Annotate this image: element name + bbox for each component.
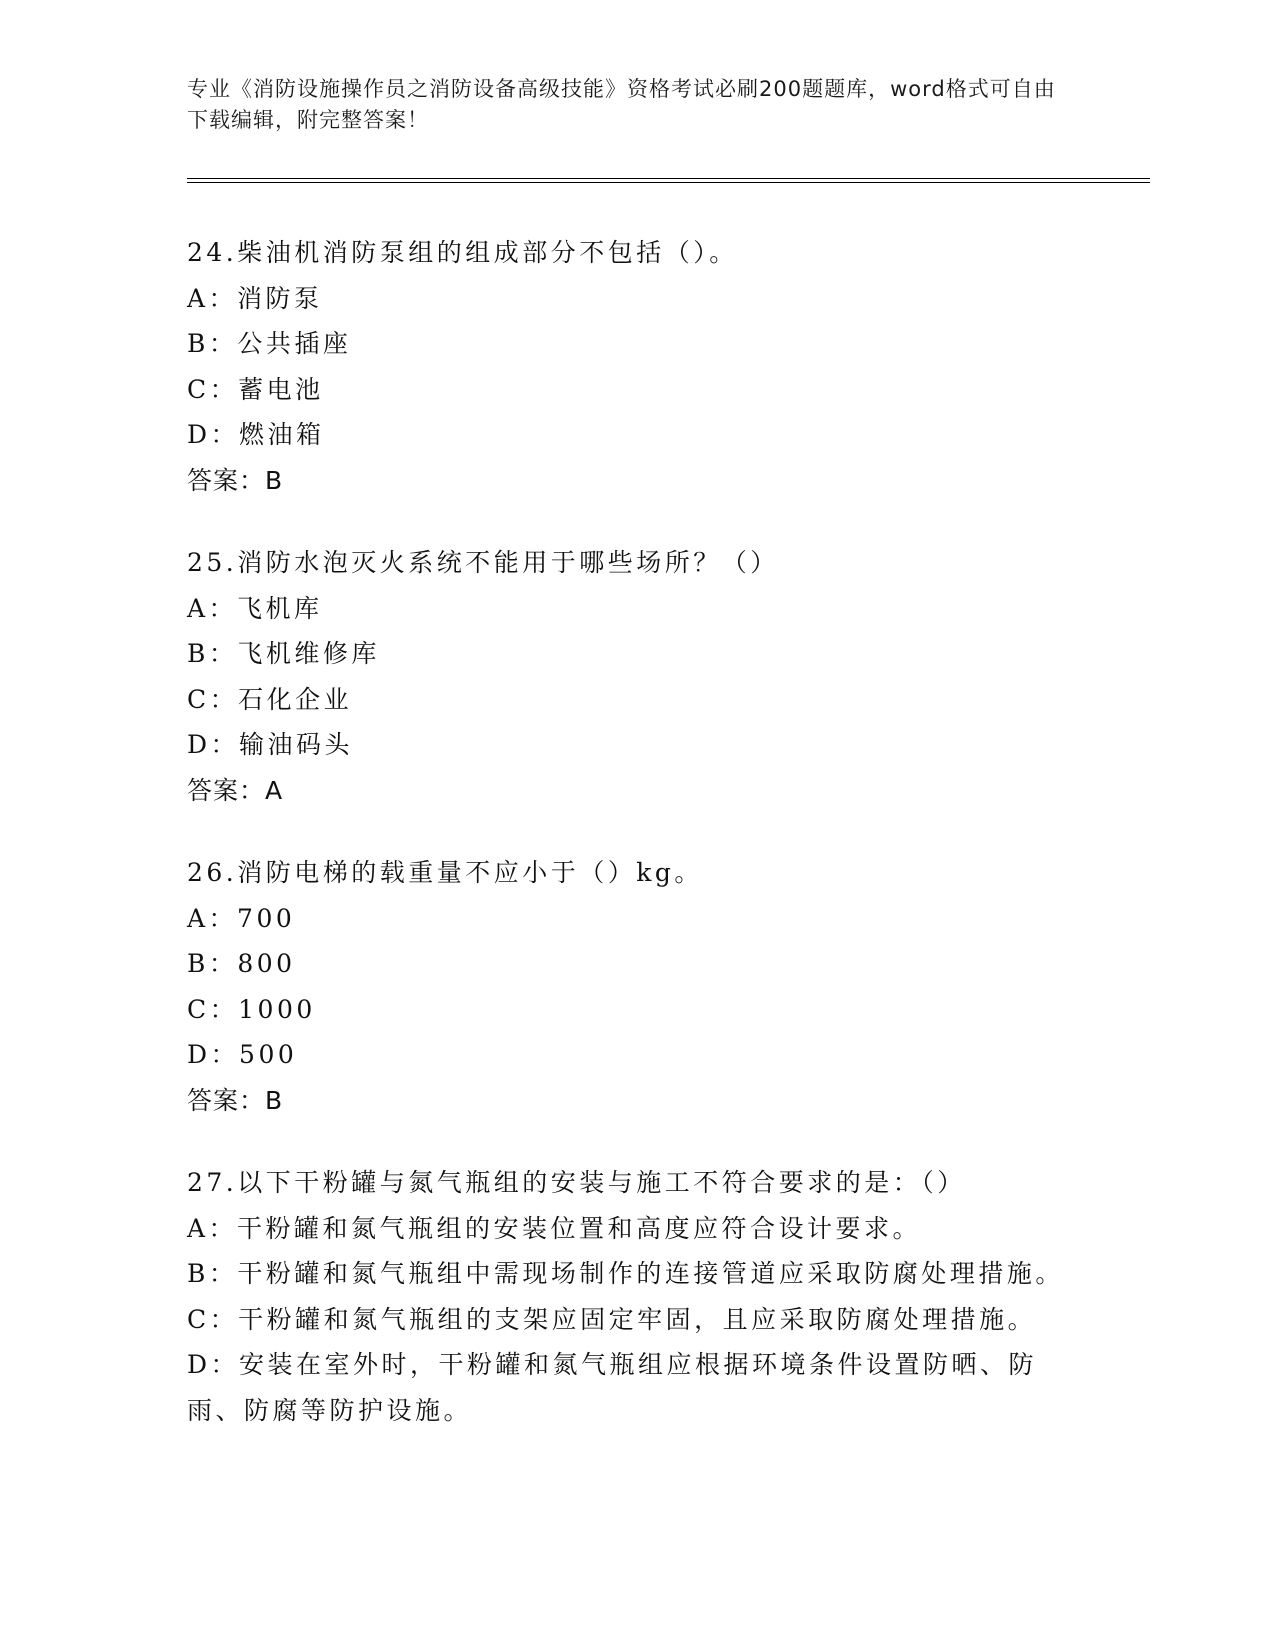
question-26 xyxy=(187,850,1087,1123)
question-25 xyxy=(187,540,1087,813)
header-divider-bottom xyxy=(187,182,1150,183)
option-b: B：800 xyxy=(187,949,296,978)
option-a: A：消防泵 xyxy=(187,283,323,313)
question-stem: 24.柴油机消防泵组的组成部分不包括（）。 xyxy=(187,238,738,267)
option-d: D：燃油箱 xyxy=(187,420,325,449)
question-stem: 26.消防电梯的载重量不应小于（）kg。 xyxy=(187,858,703,887)
option-d: D：安装在室外时，干粉罐和氮气瓶组应根据环境条件设置防晒、防雨、防腐等防护设施。 xyxy=(187,1350,1038,1425)
question-27 xyxy=(187,1160,1087,1433)
option-c: C：1000 xyxy=(187,994,316,1024)
document-header: 专业《消防设施操作员之消防设备高级技能》资格考试必刷200题题库，word格式可自由下载编辑，附完整答案！ xyxy=(187,77,1056,132)
question-stem: 25.消防水泡灭火系统不能用于哪些场所？（） xyxy=(187,548,779,577)
option-c: C：干粉罐和氮气瓶组的支架应固定牢固，且应采取防腐处理措施。 xyxy=(187,1304,1037,1334)
option-c: C：石化企业 xyxy=(187,684,353,714)
option-a: A：700 xyxy=(187,903,296,933)
answer-line: 答案：B xyxy=(187,465,284,495)
option-b: B：公共插座 xyxy=(187,329,352,358)
option-d: D：500 xyxy=(187,1040,298,1069)
answer-line: 答案：A xyxy=(187,775,284,805)
question-stem: 27.以下干粉罐与氮气瓶组的安装与施工不符合要求的是：（） xyxy=(187,1168,966,1197)
option-c: C：蓄电池 xyxy=(187,374,324,404)
option-a: A：飞机库 xyxy=(187,593,323,623)
question-24 xyxy=(187,230,1087,503)
header-divider-top xyxy=(187,178,1150,179)
option-d: D：输油码头 xyxy=(187,730,354,759)
question-list xyxy=(187,230,1087,1470)
option-b: B：干粉罐和氮气瓶组中需现场制作的连接管道应采取防腐处理措施。 xyxy=(187,1259,1064,1288)
option-b: B：飞机维修库 xyxy=(187,639,380,668)
answer-line: 答案：B xyxy=(187,1085,284,1115)
option-a: A：干粉罐和氮气瓶组的安装位置和高度应符合设计要求。 xyxy=(187,1213,922,1243)
